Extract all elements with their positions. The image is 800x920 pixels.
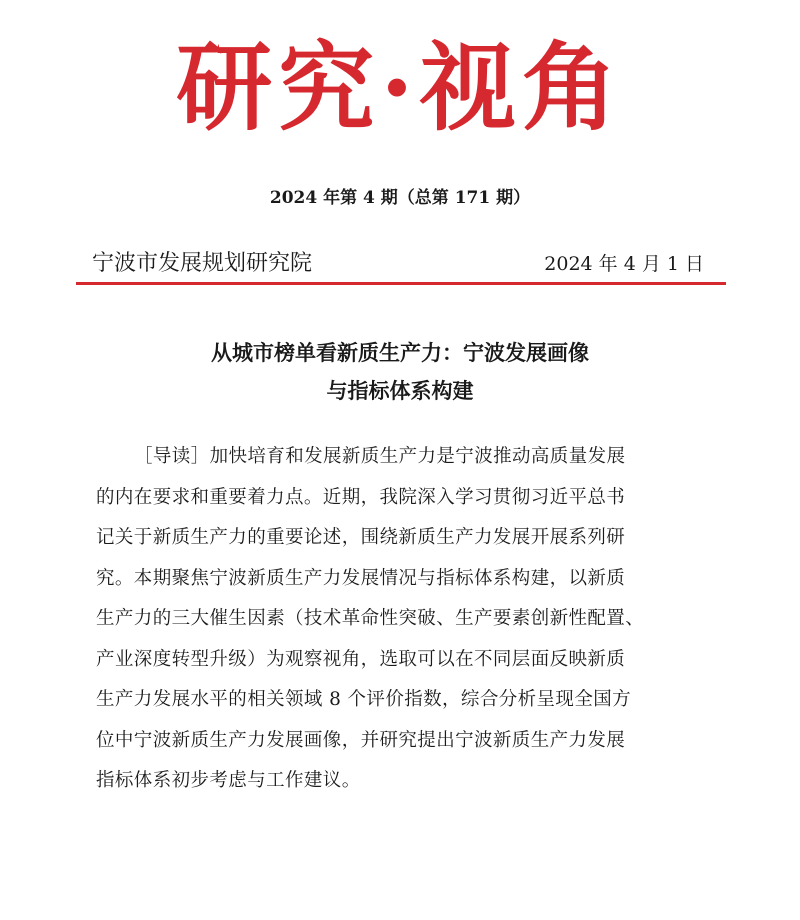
issue-number: 2024 年第 4 期（总第 171 期） [269, 188, 531, 208]
intro-line-9: 指标体系初步考虑与工作建议。 [96, 770, 361, 791]
intro-line-1 [96, 437, 708, 478]
intro-line-3: 记关于新质生产力的重要论述，围绕新质生产力发展开展系列研 [96, 527, 626, 548]
intro-line-7: 生产力发展水平的相关领域 8 个评价指数，综合分析呈现全国方 [96, 689, 632, 710]
publisher-name: 宁波市发展规划研究院 [92, 251, 313, 276]
intro-line-1-text: 加快培育和发展新质生产力是宁波推动高质量发展 [209, 446, 626, 467]
publisher-row [92, 248, 704, 280]
publish-date: 2024 年 4 月 1 日 [544, 253, 704, 275]
intro-line-4: 究。本期聚焦宁波新质生产力发展情况与指标体系构建，以新质 [96, 567, 626, 589]
intro-tag: ［导读］ [134, 446, 210, 467]
intro-line-8: 位中宁波新质生产力发展画像，并研究提出宁波新质生产力发展 [96, 729, 626, 751]
intro-line-2: 的内在要求和重要着力点。近期，我院深入学习贯彻习近平总书 [96, 486, 626, 508]
article-title [0, 334, 800, 410]
header-divider [76, 282, 726, 285]
article-title-line-1: 从城市榜单看新质生产力：宁波发展画像 [211, 340, 589, 365]
masthead-title: 研究·视角 [176, 31, 624, 144]
article-title-line-2: 与指标体系构建 [326, 378, 474, 403]
intro-line-6: 产业深度转型升级）为观察视角，选取可以在不同层面反映新质 [96, 648, 626, 670]
intro-line-5: 生产力的三大催生因素（技术革命性突破、生产要素创新性配置、 [96, 608, 645, 629]
intro-paragraph [96, 437, 708, 802]
